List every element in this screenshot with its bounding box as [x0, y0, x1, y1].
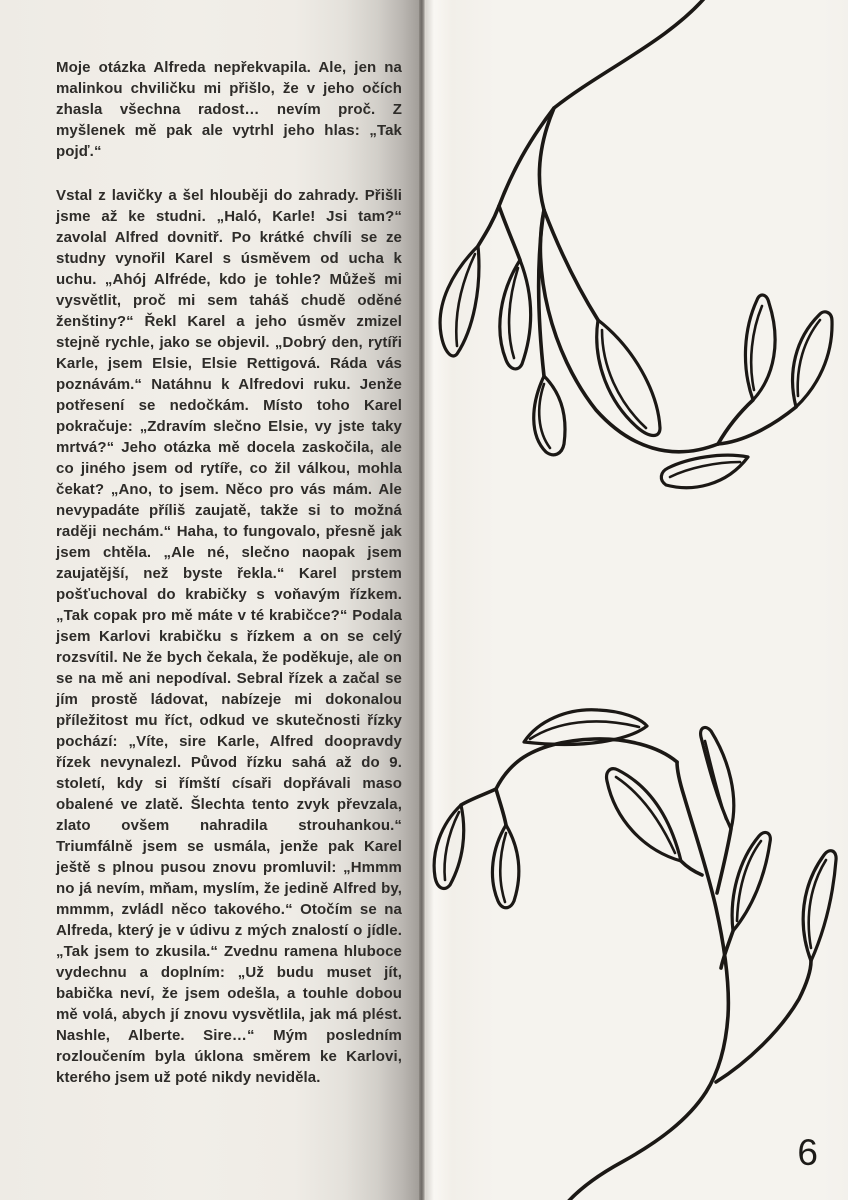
branch-main-stem [566, 762, 728, 1200]
vine-droop-fork [499, 206, 520, 260]
right-page [426, 0, 848, 1200]
leaf-stalk [544, 210, 598, 320]
leaf-vein [751, 306, 762, 390]
leaf-outline [661, 455, 748, 487]
botanical-line-art [426, 0, 848, 1200]
leaf-stalk [461, 789, 496, 805]
story-paragraph: Vstal z lavičky a šel hlouběji do zahrady. Přišli jsme až ke studni. „Haló, Karle! Jsi tam?“ zavolal Alfred dovnitř. Po krátké chvíli se ze studny vynořil Karel s úsměvem od ucha k uchu. „Ahój Alfréde, kdo je tohle? Můžeš mi vysvětlit, proč mi sem taháš chudě oděné ženštiny?“ Řekl Karel a jeho úsměv zmizel stejně rychle, jako se objevil. „Dobrý den, rytíři Karle, jsem Elsie, Elsie Rettigová. Ráda vás poznávám.“ Natáhnu k Alfredovi ruku. Jenže potřesení se nedočkám. Místo toho Karel pokračuje: „Zdravím slečno Elsie, vy jste taky mrtvá?“ Jeho otázka mě docela zaskočila, ale co jiného jsem od rytíře, co žil válkou, mohla čekat? „Ano, to jsem. Něco pro vás mám. Ale nevypadáte příliš zaujatě, takže si to možná raději nechám.“ Haha, to fungovalo, přesně jak jsem chtěla. „Ale né, slečno naopak jsem zaujatější, než byste řekla.“ Karel prstem pošťuchoval do krabičky s voňavým řízkem. „Tak copak pro mě máte v té krabičce?“ Podala jsem Karlovi krabičku s řízkem a on se celý rozsvítil. Ne že bych čekala, že poděkuje, ale on se na mě ani nepodíval. Sebral řízek a začal se jím prostě ládovat, nabízeje mi dokonalou příležitost mu říct, odkud ve skutečnosti řízky pochází: „Víte, sire Karle, Alfred doopravdy řízek nevynalezl. Původ řízku sahá až do 9. století, kdy si římští císaři dopřávali maso obalené ve zlatě. Šlechta tento zvyk převzala, zlato ovšem nahradila strouhankou.“ Triumfálně jsem se usmála, jenže pak Karel ještě s plnou pusou znovu promluvil: „Hmmm no já nevím, mňam, myslím, že jedině Alfred by, mmmm, zvládl něco takového.“ Otočím se na Alfreda, který je v údivu z mých znalostí o jídle. „Tak jsem to zkusila.“ Zvednu ramena hluboce vydechnu a doplním: „Už budu muset jít, babička neví, že jsem odešla, a touhle dobou mě volá, abych jí znovu vysvětlila, jak má plést. Nashle, Alberte. Sire…“ Mým posledním rozloučením byla úklona směrem ke Karlovi, kterého jsem už poté nikdy neviděla. [56, 187, 402, 1086]
leaf-stalk [717, 829, 731, 893]
right-leaf-branch [716, 961, 811, 1082]
leaf-vein [809, 860, 826, 948]
page-number: 6 [797, 1132, 818, 1173]
leaf-outline [803, 851, 836, 961]
story-paragraph: Moje otázka Alfreda nepřekvapila. Ale, jen na malinkou chviličku mi přišlo, že v jeho očích zhasla všechna radost… nevím proč. Z myšlenek mě pak ale vytrhl jeho hlas: „Tak pojď.“ [56, 59, 402, 160]
story-text-block [56, 57, 402, 1088]
leaf-outline [434, 805, 464, 888]
branch-arch [496, 739, 677, 789]
leaf-outline [607, 769, 681, 861]
left-page [0, 0, 420, 1200]
bottom-branch-illustration [434, 710, 836, 1200]
leaf-stalk [681, 861, 702, 875]
leaf-vein [798, 320, 820, 396]
leaf-stalk [496, 789, 506, 825]
vine-main-stem [539, 0, 718, 452]
book-spine-crease [419, 0, 426, 1200]
top-vine-illustration [440, 0, 832, 488]
leaf-vein [500, 833, 506, 902]
leaf-vein [539, 384, 550, 448]
